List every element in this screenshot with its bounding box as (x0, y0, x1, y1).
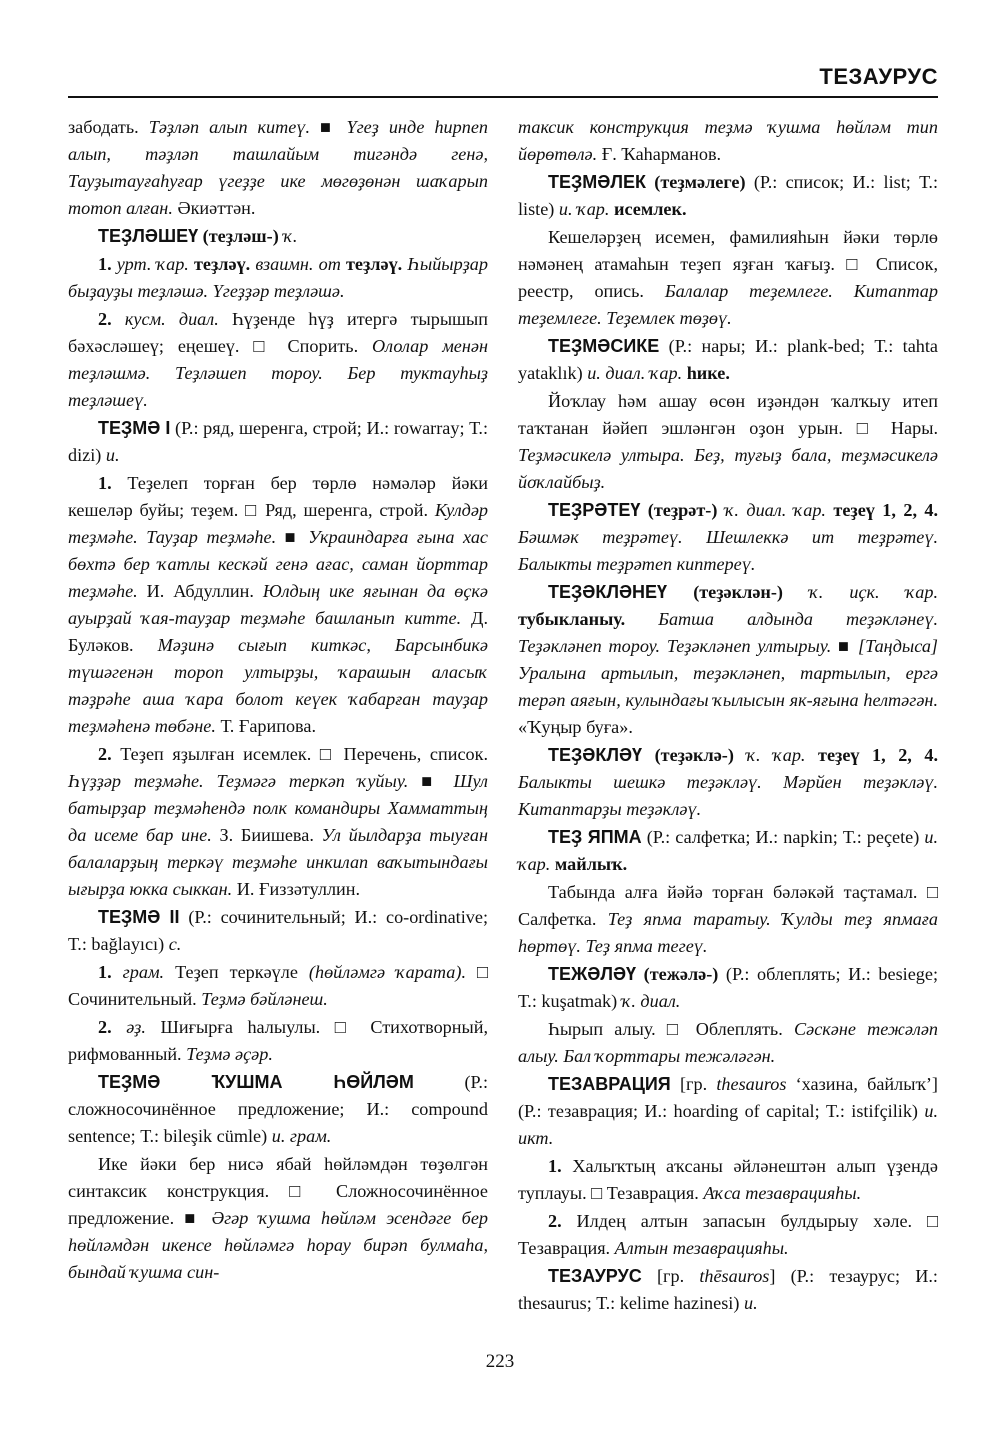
dictionary-paragraph: Ике йәки бер нисә ябай һөйләмдән төҙөлгән синтаксик конструкция. □ Сложносочинённое предложение. ■ Әгәр ҡушма һөйләм эсендәге бер һөйләмдән икенсе һөйләмгә һорау бирәп булмаһа, бындай ҡушма син- (68, 1154, 488, 1282)
header-title: ТЕЗАУРУС (819, 64, 938, 89)
dictionary-paragraph: 2. Теҙеп яҙылған исемлек. □ Перечень, список. Һүҙҙәр теҙмәһе. Теҙмәгә теркәп ҡуйыу. ■ Шул батырҙар теҙмәһендә полк командиры Хамматтың да исеме бар ине. З. Биишева. Ул йылдарҙа тыуған балаларҙың теркәү теҙмәһе инкилап ваҡытындағы ығырҙа юкка сыккан. И. Ғиззәтуллин. (68, 744, 488, 899)
dictionary-paragraph: Табында алға йәйә торған бәләкәй таҫтамал. □ Салфетка. Теҙ япма таратыу. Ҡулды теҙ япмаға һөртөү. Теҙ япма тегеү. (518, 882, 938, 956)
dictionary-paragraph: ТЕҘ ЯПМА (Р.: салфетка; И.: napkin; Т.: peçete) и. ҡар. майлыҡ. (518, 827, 938, 874)
dictionary-paragraph: 2. Илдең алтын запасын булдырыу хәле. □ Тезаврация. Алтын тезаврацияһы. (518, 1211, 938, 1258)
dictionary-paragraph: 1. Халыҡтың аҡсаны әйләнештән алып үҙендә туплауы. □ Тезаврация. Аҡса тезаврацияһы. (518, 1156, 938, 1203)
dictionary-paragraph: 2. әҙ. Шиғырға һалыулы. □ Стихотворный, рифмованный. Теҙмә әҫәр. (68, 1017, 489, 1064)
dictionary-paragraph: Йоҡлау һәм ашау өсөн иҙәндән ҡалҡыу итеп таҡтанан йәйеп эшләнгән оҙон урын. □ Нары. Теҙмәсикелә ултыра. Беҙ, туғыҙ бала, теҙмәсикелә йоҡлайбыҙ. (518, 391, 938, 492)
dictionary-paragraph: ТЕЗАУРУС [гр. thēsauros] (Р.: тезаурус; И.: thesaurus; Т.: kelime hazinesi) и. (518, 1266, 938, 1313)
page-number: 223 (485, 1351, 515, 1372)
dictionary-paragraph: ТЕҘМӘ I (Р.: ряд, шеренга, строй; И.: rowarray; Т.: dizi) и. (68, 418, 488, 465)
dictionary-paragraph: ТЕЖӘЛӘҮ (тежәлә-) (Р.: облеплять; И.: besiege; Т.: kuşatmak) ҡ. диал. (518, 964, 938, 1011)
dictionary-paragraph: Кешеләрҙең исемен, фамилияһын йәки төрлө нәмәнең атамаһын теҙеп яҙған ҡағыҙ. □ Список, реестр, опись. Балалар теҙемлеге. Китаптар теҙемлеге. Теҙемлек төҙөү. (518, 227, 938, 328)
dictionary-paragraph: таксик конструкция теҙмә ҡушма һөйләм тип йөрөтөлә. Ғ. Ҡаһарманов. (518, 117, 938, 164)
right-column (518, 114, 938, 1318)
dictionary-paragraph: ТЕҘМӘЛЕК (теҙмәлеге) (Р.: список; И.: list; Т.: liste) и. ҡар. исемлек. (518, 172, 938, 219)
dictionary-paragraph: ТЕҘӘКЛӘНЕҮ (теҙәклән-) ҡ. иҫк. ҡар. тубыкланыу. Батша алдында теҙәкләнеү. Теҙәкләнеп тороу. Теҙәкләнеп ултырыу. ■ [Таңдыса] Уралына артылып, теҙәкләнеп, тартылып, ергә терәп аяғын, кулындағы ҡылысын як-яғына һелтәгән. «Ҡуңыр буға». (518, 582, 939, 737)
dictionary-paragraph: 2. кусм. диал. Һүҙенде һүҙ итергә тырышып бәхәсләшеү; еңешеү. □ Спорить. Ололар менән теҙләшмә. Теҙләшеп тороу. Бер туктауһыҙ теҙләшеү. (68, 309, 489, 410)
dictionary-paragraph: ТЕҘРӘТЕҮ (теҙрәт-) ҡ. диал. ҡар. теҙеү 1, 2, 4. Бәшмәк теҙрәтеү. Шешлеккә ит теҙрәтеү. Балыкты теҙрәтеп киптереү. (518, 500, 939, 574)
dictionary-paragraph: забодать. Тәҙләп алып китеү. ■ Үгеҙ инде һирпеп алып, тәҙләп ташлайым тигәндә генә, Тауҙытауғаһуғар үгеҙҙе ике мөгөҙөнән шаҡарып тотоп алған. Әкиәттән. (68, 117, 488, 218)
dictionary-paragraph: 1. урт. ҡар. теҙләү. взаимн. от теҙләү. Һыйырҙар быҙауҙы теҙләшә. Үгеҙҙәр теҙләшә. (68, 254, 488, 301)
dictionary-paragraph: ТЕҘӘКЛӘҮ (теҙәклә-) ҡ. ҡар. теҙеү 1, 2, 4. Балыкты шешкә теҙәкләү. Мәрйен теҙәкләү. Китаптарҙы теҙәкләү. (518, 745, 939, 819)
dictionary-paragraph: 1. грам. Теҙеп теркәүле (һөйләмгә ҡарата). □ Сочинительный. Теҙмә бәйләнеш. (68, 962, 489, 1009)
dictionary-paragraph: Һырып алыу. □ Облеплять. Сәскәне тежәләп алыу. Бал ҡорттары тежәләгән. (518, 1019, 939, 1066)
dictionary-paragraph: ТЕЗАВРАЦИЯ [гр. thesauros ‘хазина, байлыҡ’] (Р.: тезаврация; И.: hoarding of capital; Т.: istifçilik) и. икт. (518, 1074, 938, 1148)
dictionary-paragraph: ТЕҘМӘ ҠУШМА ҺӨЙЛӘМ (Р.: сложносочинённое предложение; И.: compound sentence; Т.: bileşik cümle) и. грам. (68, 1072, 489, 1146)
dictionary-paragraph: ТЕҘМӘСИКЕ (Р.: нары; И.: plank-bed; Т.: tahta yataklık) и. диал. ҡар. һике. (518, 336, 938, 383)
dictionary-paragraph: 1. Теҙелеп торған бер төрлө нәмәләр йәки кешеләр буйы; теҙем. □ Ряд, шеренга, строй. Кулдәр теҙмәһе. Тауҙар теҙмәһе. ■ Украиндарға ғына хас бөхтә бер ҡатлы кескәй генә ағас, саман йорттар теҙмәһе. И. Абдуллин. Юлдың ике яғынан да өҫкә ауырҙай ҡая-тауҙар теҙмәһе башланып китте. Д. Буләков. Мәҙинә сығып киткәс, Барсынбикә түшәгенән тороп ултырҙы, ҡарашын аласыҡ тәҙрәһе аша ҡара болот кеүек ҡабарған тауҙар теҙмәһенә төбәне. Т. Ғарипова. (68, 473, 488, 736)
left-column (68, 114, 488, 1287)
dictionary-paragraph: ТЕҘЛӘШЕҮ (теҙләш-) ҡ. (98, 226, 298, 246)
dictionary-paragraph: ТЕҘМӘ II (Р.: сочинительный; И.: co-ordinative; Т.: bağlayıcı) с. (68, 907, 489, 954)
running-header (68, 56, 938, 98)
